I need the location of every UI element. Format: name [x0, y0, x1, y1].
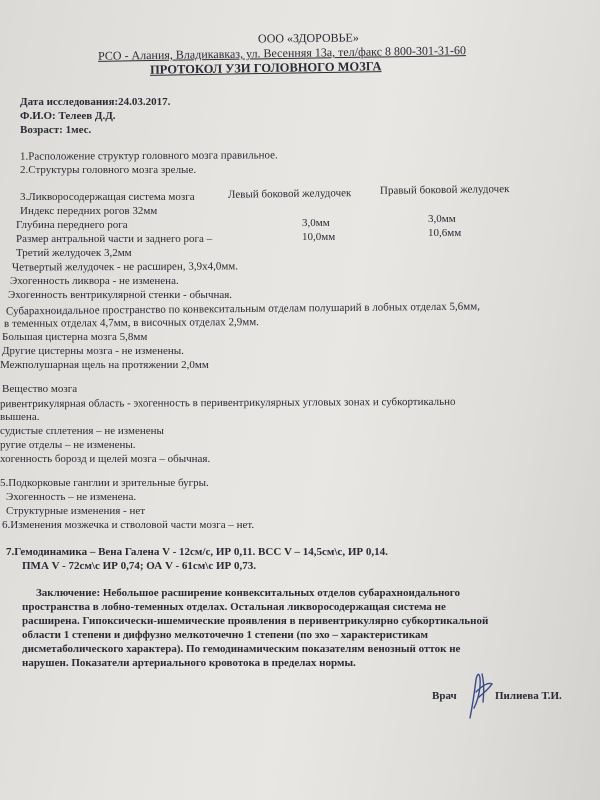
- depth-right-value: 3,0мм: [428, 213, 456, 225]
- anterior-horn-index: Индекс передних рогов 32мм: [20, 205, 158, 217]
- doctor-role: Врач: [432, 690, 457, 702]
- subarachnoid-line-2: в теменных отделах 4,7мм, в височных отделах 2,9мм.: [3, 316, 259, 330]
- left-ventricle-header: Левый боковой желудочек: [227, 187, 352, 201]
- item-6: 6.Изменения мозжечка и стволовой части мозга – нет.: [2, 519, 255, 531]
- anterior-horn-depth: Глубина переднего рога: [16, 219, 128, 231]
- interhemispheric-fissure: Межполушарная щель на протяжении 2,0мм: [0, 359, 209, 371]
- depth-left-value: 3,0мм: [302, 217, 330, 229]
- item-5-structure: Структурные изменения - нет: [6, 505, 146, 517]
- doctor-name: Пилиева Т.И.: [495, 690, 562, 702]
- item-4: Вещество мозга: [2, 383, 78, 395]
- patient-age: Возраст: 1мес.: [20, 124, 92, 136]
- other-cisterns: Другие цистерны мозга - не изменены.: [2, 345, 184, 357]
- right-ventricle-header: Правый боковой желудочек: [379, 183, 510, 197]
- conclusion-line-6: нарушен. Показатели артериального кровотока в пределах нормы.: [22, 657, 356, 669]
- antral-size: Размер антральной части и заднего рога –: [16, 233, 213, 245]
- item-3: 3.Ликворосодержащая система мозга: [20, 191, 195, 203]
- other-departments: ругие отделы – не изменены.: [0, 439, 136, 451]
- org-address: РСО - Алания, Владикавказ, ул. Весенняя 13а, тел/факс 8 800-301-31-60: [97, 43, 467, 63]
- wall-echogenicity: Эхогенность вентрикулярной стенки - обычная.: [8, 289, 233, 301]
- periventricular-line-1: ривентрикулярная область - эхогенность в перивентрикулярных угловых зонах и субкортикально: [0, 395, 456, 411]
- conclusion-line-3: расширена. Гипоксически-ишемические проявления в перивентрикулярно субкортикальной: [22, 615, 489, 627]
- document-title: ПРОТОКОЛ УЗИ ГОЛОВНОГО МОЗГА: [149, 59, 382, 77]
- handwritten-signature: [462, 668, 498, 722]
- item-5: 5.Подкорковые ганглии и зрительные бугры.: [0, 477, 209, 489]
- size-right-value: 10,6мм: [428, 227, 462, 239]
- subarachnoid-line-1: Субарахноидальное пространство по конвекситальным отделам полушарий в лобных отделах 5,6мм,: [5, 300, 481, 318]
- conclusion-line-1: Заключение: Небольшое расширение конвекситальных отделов субарахноидального: [36, 587, 461, 599]
- size-left-value: 10,0мм: [302, 231, 336, 243]
- item-1: 1.Расположение структур головного мозга правильное.: [19, 149, 278, 163]
- exam-date: Дата исследования:24.03.2017.: [20, 96, 171, 108]
- choroid-plexus: судистые сплетения – не изменены: [0, 425, 164, 437]
- conclusion-line-5: дисметаболического характера). По гемодинамическим показателям венозный отток не: [22, 643, 461, 655]
- org-name: ООО «ЗДОРОВЬЕ»: [257, 30, 359, 46]
- cisterna-magna: Большая цистерна мозга 5,8мм: [2, 331, 148, 343]
- conclusion-line-2: пространства в лобно-теменных отделах. Остальная ликворосодержащая система не: [22, 601, 446, 613]
- periventricular-line-2: вышена.: [0, 411, 40, 423]
- conclusion-line-4: области 1 степени и диффузно мелкоточечно 1 степени (по эхо – характеристикам: [22, 629, 429, 641]
- hemodynamics-line-1: 7.Гемодинамика – Вена Галена V - 12см/с, ИР 0,11. ВСС V – 14,5см\с, ИР 0,14.: [6, 546, 388, 558]
- fourth-ventricle: Четвертый желудочек - не расширен, 3,9х4,0мм.: [11, 260, 239, 274]
- furrows-echogenicity: хогенность борозд и щелей мозга – обычная.: [0, 453, 211, 465]
- liquor-echogenicity: Эхогенность ликвора - не изменена.: [10, 275, 179, 287]
- hemodynamics-line-2: ПМА V - 72см\с ИР 0,74; ОА V - 61см\с ИР 0,73.: [22, 560, 256, 572]
- patient-name: Ф.И.О: Телеев Д.Д.: [20, 110, 116, 122]
- item-2: 2.Структуры головного мозга зрелые.: [20, 164, 197, 176]
- item-5-echogenicity: Эхогенность – не изменена.: [6, 491, 137, 503]
- third-ventricle: Третий желудочек 3,2мм: [16, 247, 132, 259]
